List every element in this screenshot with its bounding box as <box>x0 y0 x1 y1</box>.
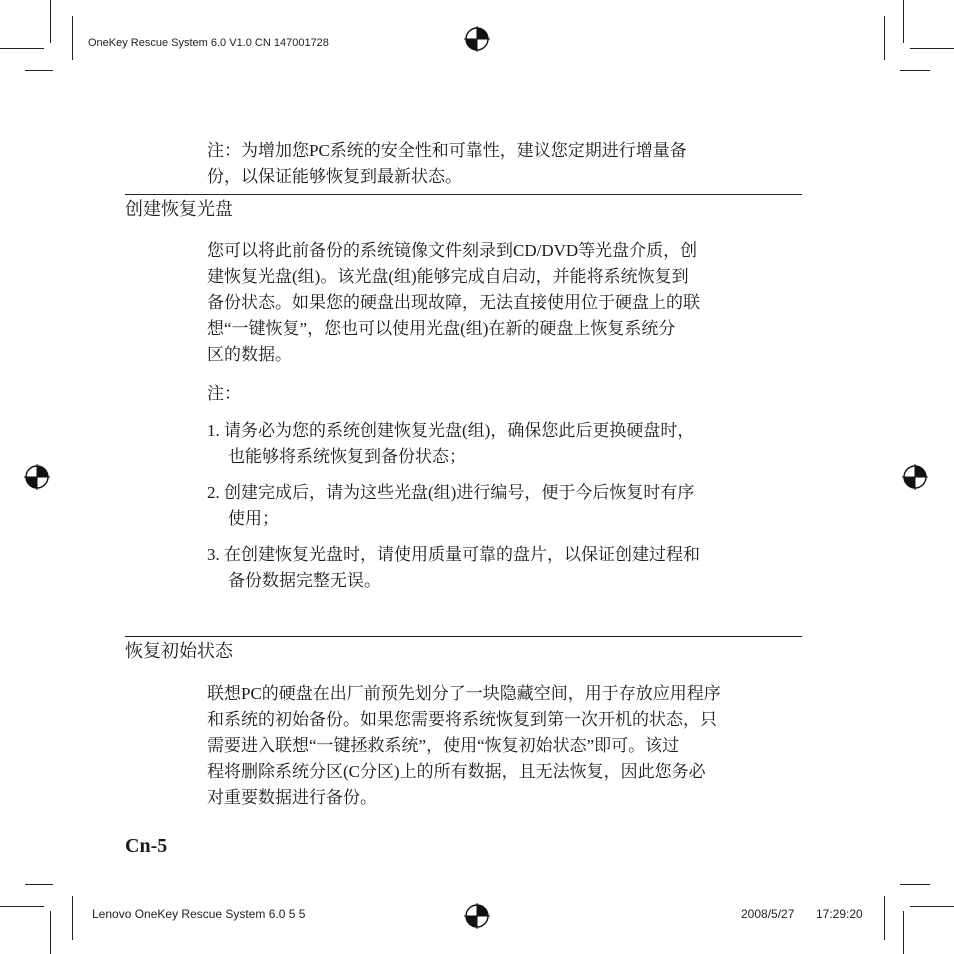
paragraph-line: 和系统的初始备份。如果您需要将系统恢复到第一次开机的状态，只 <box>207 710 717 729</box>
footer-time: 17:29:20 <box>816 907 863 921</box>
note-label: 注： <box>207 384 241 403</box>
paragraph-line: 联想PC的硬盘在出厂前预先划分了一块隐藏空间，用于存放应用程序 <box>207 684 721 703</box>
footer-date: 2008/5/27 <box>741 907 795 921</box>
list-item-line: 3. 在创建恢复光盘时，请使用质量可靠的盘片，以保证创建过程和 <box>207 545 700 564</box>
paragraph-line: 想“一键恢复”，您也可以使用光盘(组)在新的硬盘上恢复系统分 <box>207 319 676 338</box>
list-item <box>207 542 807 594</box>
registration-mark-icon <box>464 903 490 929</box>
section-heading: 恢复初始状态 <box>125 641 233 661</box>
section-divider <box>125 194 802 195</box>
paragraph-line: 对重要数据进行备份。 <box>207 788 377 807</box>
paragraph-line: 建恢复光盘(组)。该光盘(组)能够完成自启动，并能将系统恢复到 <box>207 267 689 286</box>
list-item <box>207 418 807 470</box>
section-divider <box>125 636 802 637</box>
list-item-line: 也能够将系统恢复到备份状态； <box>228 447 466 466</box>
section-heading: 创建恢复光盘 <box>125 199 233 219</box>
paragraph-line: 需要进入联想“一键拯救系统”，使用“恢复初始状态”即可。该过 <box>207 736 680 755</box>
list-item-line: 2. 创建完成后，请为这些光盘(组)进行编号，便于今后恢复时有序 <box>207 483 695 502</box>
list-item <box>207 480 807 532</box>
list-item-line: 1. 请务必为您的系统创建恢复光盘(组)，确保您此后更换硬盘时， <box>207 421 695 440</box>
paragraph-line: 程将删除系统分区(C分区)上的所有数据，且无法恢复，因此您务必 <box>207 762 706 781</box>
page-number: Cn-5 <box>125 835 168 857</box>
registration-mark-icon <box>464 26 490 52</box>
section-paragraph <box>207 681 807 811</box>
footer-slug: Lenovo OneKey Rescue System 6.0 5 5 <box>92 907 306 921</box>
section-paragraph <box>207 238 807 368</box>
intro-note <box>207 138 807 190</box>
registration-mark-icon <box>24 464 50 490</box>
registration-mark-icon <box>902 464 928 490</box>
paragraph-line: 备份状态。如果您的硬盘出现故障，无法直接使用位于硬盘上的联 <box>207 293 700 312</box>
intro-note-line: 注：为增加您PC系统的安全性和可靠性，建议您定期进行增量备 <box>207 141 687 160</box>
paragraph-line: 区的数据。 <box>207 345 292 364</box>
header-slug: OneKey Rescue System 6.0 V1.0 CN 147001728 <box>88 37 329 49</box>
list-item-line: 备份数据完整无误。 <box>228 571 381 590</box>
intro-note-line: 份，以保证能够恢复到最新状态。 <box>207 167 462 186</box>
list-item-line: 使用； <box>228 509 279 528</box>
paragraph-line: 您可以将此前备份的系统镜像文件刻录到CD/DVD等光盘介质，创 <box>207 241 698 260</box>
